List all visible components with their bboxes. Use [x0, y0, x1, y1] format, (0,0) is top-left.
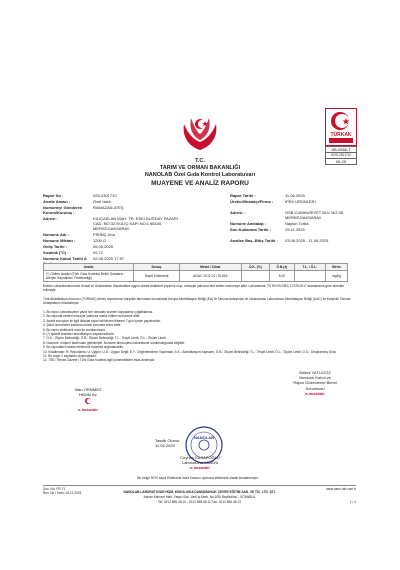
note-item: 6. (*) işaretli analizler akreditasyon kapsamındadır. [43, 332, 115, 337]
right-field-row [230, 227, 355, 232]
right-field-label: Üretici/İthalatçı/Firma : [230, 199, 274, 204]
statement-paragraph-2: Türk Akreditasyon Kurumu (TÜRKAK) deney raporlarının karşılıklı tanınması konusunda Avrupa Akreditasyon Birliği (EA) ile Tanıma Anlaşması ve Uluslararası Laboratuvar Akreditasyon Birliği (ILAC) ile Karşılıklı Tanıma Anlaşmasını imzalamıştır. [43, 297, 351, 306]
ministry-logo [178, 110, 222, 154]
footer-rule [43, 485, 356, 486]
right-field-row [230, 210, 355, 220]
footer-doc-code: Doc. No: FR-71 [43, 487, 66, 491]
results-table-header-cell: Ö.K. (%) [241, 264, 269, 271]
left-field-label: Numune Kabul Tarihi & [43, 256, 87, 261]
stamp-text: NANOLAB [194, 435, 214, 440]
table-cell: 5,00 [269, 271, 294, 282]
note-item: 8. Numune, müşteri tarafından getirilmiştir. Numune alma işlemi laboratuvar sorumluluğunda değildir. [43, 340, 185, 345]
right-field-value: İPEK ÜRÜNLERİ [285, 199, 316, 204]
left-field-row [43, 244, 178, 249]
header-tc: T.C. [195, 158, 205, 164]
note-item: 7. Ö.K.: Ölçüm Belirsizliği; Ö.B.: Ölçüm Belirsizliği; T.L.: Tespit Limiti; Ö.L.: Ölçüm Limiti. [43, 336, 167, 341]
right-field-row [230, 193, 355, 198]
ministry-emblem-icon [178, 110, 222, 154]
right-field-value: OSB CUMHURİYET BLV. NO:35, MERKEZ/AKSARAY [285, 210, 345, 220]
table-cell: AOAC 2012.01 / ELISA [179, 271, 241, 282]
statement-paragraph-1: Birimiz Laboratuvarımızda Ulusal ve Uluslararası Standartlara uygun olarak analizleri yapılmış olup, sonuçlar yalnızca test edilen numuneye aittir. Laboratuvar, TS EN ISO/IEC 17025:2017 standardına göre akredite edilmiştir. [43, 284, 344, 293]
notes-list [43, 310, 353, 363]
signature-right-title-1: Numune Kabul ve [299, 375, 331, 381]
results-table-header-cell: T.L. / Ö.L. [294, 264, 325, 271]
left-field-value: 02.06.2025 17:57 [93, 256, 125, 261]
turkak-bar [329, 138, 353, 143]
signature-left-esig: e-imzalıdır [78, 406, 98, 412]
left-field-label: Numuneyi Gönderen Kurum/Kuruluş : [43, 205, 83, 215]
table-cell [294, 271, 325, 282]
verification-note: Bu belge 5070 sayılı Elektronik İmza Kanunu uyarınca elektronik olarak imzalanmıştır. [137, 476, 259, 480]
turkak-badge [325, 108, 357, 146]
note-item: 4. Şahit numuneler saklama süresi sonunda imha edilir. [43, 323, 122, 328]
footer-company: NANOLAB LABORATUVAR HİZM. KİMYA GIDA DANIŞMANLIK ÇEVRE EĞİTİM SAN. VE TİC. LTD. ŞTİ. [123, 490, 276, 494]
right-field-row [230, 238, 355, 243]
signature-center-esig: e-imzalıdır [190, 465, 210, 471]
table-cell: mg/kg [325, 271, 347, 282]
signature-center [150, 438, 230, 448]
left-field-label: Sıcaklık (°C) : [43, 250, 69, 255]
note-item: 1. Bu rapor, laboratuvarın yazılı izni olmadan kısmen kopyalanıp çoğaltılamaz. [43, 310, 154, 314]
left-field-label: Adresi : [43, 216, 58, 221]
right-field-value: Naylon Torba [285, 221, 309, 226]
signature-right-title-2: Rapor Düzenleme Birimi [293, 380, 337, 386]
left-field-row [43, 193, 178, 198]
right-field-label: Rapor Tarihi : [230, 193, 256, 198]
left-field-row [43, 232, 178, 237]
footer-website[interactable]: www.nano-lab.com.tr [326, 487, 356, 491]
left-field-row [43, 205, 178, 215]
signature-right-title-3: Sorumlusu [305, 385, 325, 391]
signature-left-stamp-icon [78, 397, 98, 405]
results-table [43, 263, 348, 282]
left-field-label: Numune Adı : [43, 232, 69, 237]
footer-page-number: 1 / 1 [349, 500, 356, 504]
table-cell [241, 271, 269, 282]
right-field-value: 29.11.2026 [285, 227, 305, 232]
note-item: 9. Bu rapordaki imzalar elektronik ortamda doğrulanabilir. [43, 345, 124, 350]
right-field-label: Numune Ambalajı : [230, 221, 267, 226]
results-table-header-cell: Metot / Cihaz [179, 264, 241, 271]
footer-address: Adnan Kahveci Mah. Yaşşu Sok. Vadi İş Merk. No:2/35 Beylikdüzü - İSTANBUL [143, 495, 256, 499]
header-ministry: TARIM VE ORMAN BAKANLIĞI [159, 165, 241, 171]
turkak-label: TÜRKAK [330, 132, 352, 138]
signature-center-label: Tasdik Olunur [155, 438, 180, 443]
right-field-row [230, 199, 355, 204]
note-item: 12. TSE / Resmi Gazete / Türk Gıda Kodeksi ilgili yönetmelikleri esas alınmıştır. [43, 358, 156, 363]
signature-center-person [160, 455, 240, 471]
accreditation-date: 06-25 [335, 158, 347, 164]
signature-right-name: Bülent YATLIGÖZ [299, 370, 331, 375]
page-title: MUAYENE VE ANALİZ RAPORU [151, 180, 249, 187]
right-field-label: Son Kullanma Tarihi : [230, 227, 271, 232]
accreditation-code: AB-0566-T [326, 147, 356, 153]
left-field-row [43, 238, 178, 243]
signature-left-title: HKMM Av. [78, 392, 98, 398]
right-field-row [230, 221, 355, 226]
signature-center-title: Laboratuvar Müdürü [181, 460, 219, 466]
results-table-header-cell: Analiz [44, 264, 134, 271]
results-table-header [44, 264, 348, 271]
left-field-value: 26.05.2025 [93, 244, 114, 249]
left-field-value: RAMAZAN ATEŞ [93, 205, 124, 210]
note-item: 10. Kısaltmalar: R: Raporlama; U: Uygun; U.D.: Uygun Değil; E.Y.: Değerlendirme Yapılmadı; A.K.: Akreditasyon Kapsamı; Ö.B.: Ölçüm Belirsizliği; T.L.: Tespit Limiti; Ö.L.: Ölçüm Limiti; O.G.: Onaylanmış Gıda. [43, 349, 337, 354]
results-table-header-cell: Ö.B.(±) [269, 264, 294, 271]
signature-left [58, 387, 118, 412]
signature-center-date: 11.06.2025 [155, 443, 175, 449]
note-item: 5. Bu rapor elektronik imza ile imzalanmıştır. [43, 327, 106, 332]
left-field-row [43, 216, 178, 231]
left-field-value: 025-2301710 [93, 193, 117, 198]
footer-phone: Tel: 0212 855 48 10 - 0212 855 48 11 Fax: 0212 855 48 13 [158, 500, 241, 504]
note-item: 2. Bu raporda verilen sonuçlar yalnızca analiz edilen numuneye aittir. [43, 314, 141, 319]
left-field-row [43, 199, 178, 204]
accreditation-subcode: 2025-2301710 [326, 153, 356, 158]
table-cell: Tespit Edilemedi [134, 271, 180, 282]
right-field-value: 03.06.2025 - 11.06.2025 [285, 238, 329, 243]
results-table-header-cell: Birim [325, 264, 347, 271]
right-field-value: 11.06.2025 [285, 193, 305, 198]
header-lab: NANOLAB Özel Gıda Kontrol Laboratuvarı [144, 172, 256, 178]
right-field-label: Adresi : [230, 210, 245, 215]
left-field-label: Numune Miktarı : [43, 238, 76, 243]
left-field-label: Analiz Amacı : [43, 199, 71, 204]
table-cell: (*) Gluten Analizi (Türk Gıda Kodeksi Belirli Gıdaların Alerjen Kaynakları Yönetmeliği) [44, 271, 134, 282]
signature-left-name: Irfan ORMMEZ [74, 387, 102, 392]
left-field-row [43, 250, 178, 255]
signature-center-name: Ceyhun KASAPOĞLU [180, 455, 220, 460]
left-field-label: Rapor No : [43, 193, 64, 198]
signature-right [280, 370, 350, 396]
note-item: 3. Analiz sonuçları ile ilgili itirazlar rapor tarihinden itibaren 7 gün içinde yapılmalıdır. [43, 318, 161, 323]
left-field-label: Geliş Tarihi : [43, 244, 67, 249]
note-item: 11. Bu rapor 1 sayfadan oluşmaktadır. [43, 354, 97, 359]
turkak-crescent-icon [327, 110, 355, 132]
left-field-value: 1200 G [93, 238, 107, 243]
table-row [44, 271, 348, 282]
footer-rev-code: Rev. No / Tarih: 06.11.2024 [43, 491, 82, 495]
left-field-value: 09.72 [93, 250, 104, 255]
left-field-value: KILIÇASLAN MAH. TR. ESKİ BUĞDAY PAZARI CAD. NO:32 M.A İÇ KAPI NO:1 66100, MERKEZ/AKSARAY [93, 216, 178, 231]
left-field-value: Özel İstek [93, 199, 111, 204]
results-table-header-cell: Sonuç [134, 264, 180, 271]
right-field-label: Analize Baş.-Bitiş Tarihi : [230, 238, 278, 243]
left-field-value: PİRİNÇ Unu [93, 232, 116, 237]
signature-right-esig: e-imzalıdır [305, 390, 325, 396]
